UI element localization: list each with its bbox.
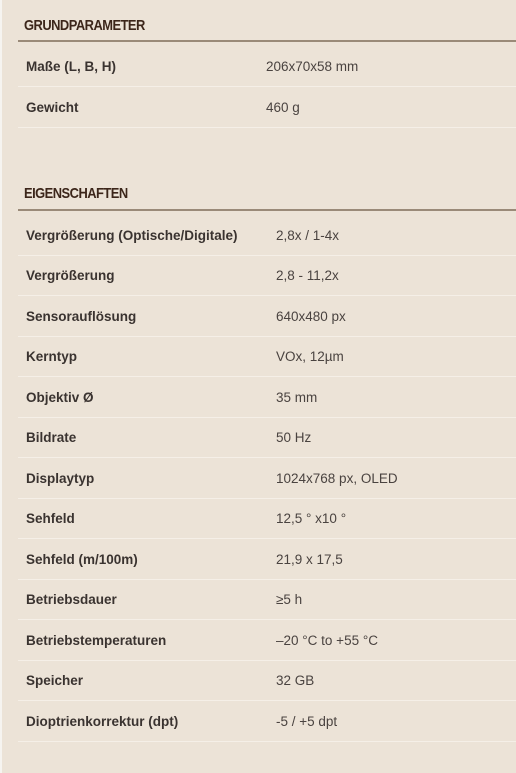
spec-label: Betriebstemperaturen (26, 633, 167, 648)
spec-label: Dioptrienkorrektur (dpt) (26, 714, 179, 729)
spec-row-dioptrienkorrektur (18, 702, 516, 742)
spec-label: Gewicht (26, 100, 79, 115)
spec-value: 2,8 - 11,2x (276, 268, 339, 283)
spec-label: Maße (L, B, H) (26, 59, 116, 74)
spec-value: 206x70x58 mm (266, 59, 359, 74)
spec-value: ≥5 h (276, 592, 303, 607)
spec-value: 460 g (266, 100, 300, 115)
spec-label: Bildrate (26, 430, 77, 445)
spec-row-speicher (18, 661, 516, 701)
spec-label: Speicher (26, 673, 84, 688)
spec-row-vergroesserung-optisch-digital (18, 216, 516, 256)
spec-label: Displaytyp (26, 471, 95, 486)
spec-label: Vergrößerung (26, 268, 115, 283)
spec-value: VOx, 12µm (276, 349, 344, 364)
spec-value: 12,5 ° x10 ° (276, 511, 347, 526)
spec-label: Vergrößerung (Optische/Digitale) (26, 228, 238, 243)
spec-row-gewicht (18, 88, 516, 128)
spec-row-vergroesserung (18, 256, 516, 296)
spec-label: Sensorauflösung (26, 309, 137, 324)
section-title-grundparameter: GRUNDPARAMETER (24, 17, 145, 34)
section-divider (18, 40, 516, 42)
spec-row-sehfeld (18, 499, 516, 539)
spec-row-kerntyp (18, 337, 516, 377)
spec-row-sensoraufloesung (18, 297, 516, 337)
spec-value: 21,9 x 17,5 (276, 552, 343, 567)
spec-value: 35 mm (276, 390, 318, 405)
spec-label: Betriebsdauer (26, 592, 117, 607)
spec-row-bildrate (18, 418, 516, 458)
spec-value: 640x480 px (276, 309, 346, 324)
section-divider (18, 209, 516, 211)
section-title-eigenschaften: EIGENSCHAFTEN (24, 185, 128, 202)
spec-panel (2, 0, 516, 773)
spec-label: Kerntyp (26, 349, 78, 364)
spec-row-masse (18, 47, 516, 87)
spec-label: Sehfeld (26, 511, 75, 526)
spec-row-sehfeld-m-100m (18, 540, 516, 580)
spec-value: -5 / +5 dpt (276, 714, 338, 729)
spec-row-betriebstemperaturen (18, 621, 516, 661)
spec-label: Sehfeld (m/100m) (26, 552, 138, 567)
spec-row-betriebsdauer (18, 580, 516, 620)
spec-row-displaytyp (18, 459, 516, 499)
spec-row-objektiv (18, 378, 516, 418)
spec-value: 2,8x / 1-4x (276, 228, 340, 243)
spec-label: Objektiv Ø (26, 390, 94, 405)
spec-value: –20 °C to +55 °C (276, 633, 378, 648)
spec-value: 1024x768 px, OLED (276, 471, 398, 486)
spec-value: 50 Hz (276, 430, 312, 445)
spec-value: 32 GB (276, 673, 315, 688)
